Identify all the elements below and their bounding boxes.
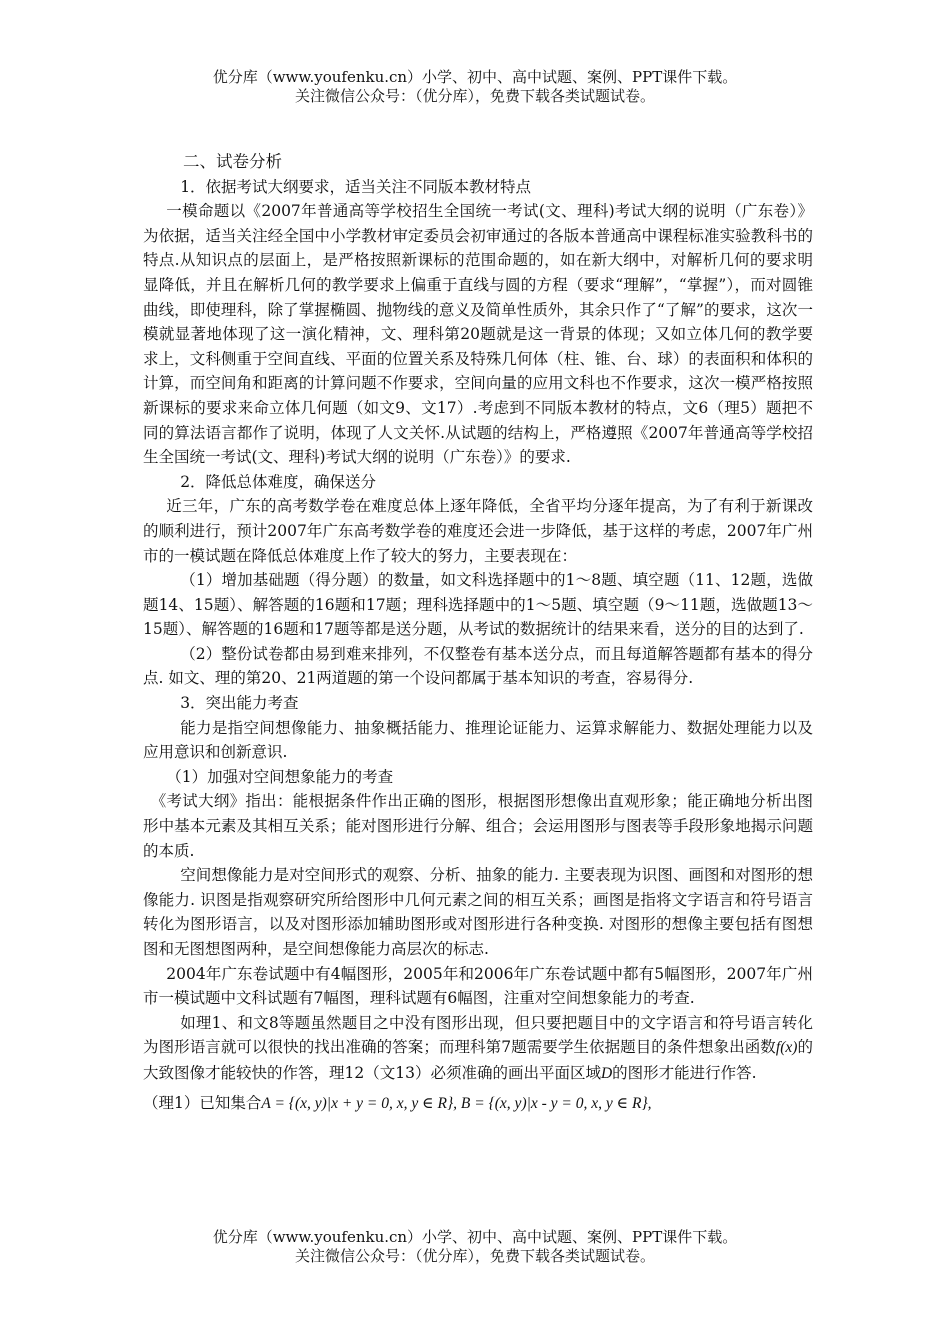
question-1 [143, 1091, 813, 1117]
page-header [0, 68, 950, 106]
paragraph-9-part-a: 如理1、和文8等题虽然题目之中没有图形出现，但只要把题目中的文字语言和符号语言转化为图形语言就可以很快的找出准确的答案；而理科第7题需要学生依据题目的条件想象出函数 [143, 1013, 813, 1057]
paragraph-6: 《考试大纲》指出：能根据条件作出正确的图形，根据图形想像出直观形象；能正确地分析出图形中基本元素及其相互关系；能对图形进行分解、组合；会运用图形与图表等手段形象地揭示问题的本质. [143, 792, 813, 860]
heading-2: 2．降低总体难度，确保送分 [180, 472, 377, 491]
section-title: 二、试卷分析 [183, 152, 282, 171]
paragraph-8: 2004年广东卷试题中有4幅图形，2005年和2006年广东卷试题中都有5幅图形，2007年广州市一模试题中文科试题有7幅图，理科试题有6幅图，注重对空间想象能力的考查. [143, 964, 813, 1008]
paragraph-5: 能力是指空间想像能力、抽象概括能力、推理论证能力、运算求解能力、数据处理能力以及应用意识和创新意识. [143, 718, 813, 762]
document-body [143, 150, 813, 1116]
footer-line-2: 关注微信公众号：（优分库），免费下载各类试题试卷。 [294, 1247, 655, 1265]
heading-3: 3．突出能力考查 [180, 694, 299, 713]
paragraph-2: 近三年，广东的高考数学卷在难度总体上逐年降低，全省平均分逐年提高，为了有利于新课改的顺利进行，预计2007年广东高考数学卷的难度还会进一步降低，基于这样的考虑，2007年广州市的一模试题在降低总体难度上作了较大的努力，主要表现在： [143, 497, 813, 565]
header-line-1: 优分库（www.youfenku.cn）小学、初中、高中试题、案例、PPT课件下载。 [212, 68, 738, 86]
page-footer [0, 1228, 950, 1266]
paragraph-3: （1）增加基础题（得分题）的数量，如文科选择题中的1～8题、填空题（11、12题，选做题14、15题）、解答题的16题和17题；理科选择题中的1～5题、填空题（9～11题，选做题13～15题）、解答题的16题和17题等都是送分题，从考试的数据统计的结果来看，送分的目的达到了. [143, 571, 813, 639]
footer-line-1: 优分库（www.youfenku.cn）小学、初中、高中试题、案例、PPT课件下载。 [212, 1228, 738, 1246]
paragraph-4: （2）整份试卷都由易到难来排列，不仅整卷有基本送分点，而且每道解答题都有基本的得分点. 如文、理的第20、21两道题的第一个设问都属于基本知识的考查，容易得分. [143, 644, 813, 688]
paragraph-9 [143, 1011, 813, 1087]
paragraph-9-part-b: 的大致图像才能较快的作答，理12（文13）必须准确的画出平面区域 [143, 1038, 813, 1082]
paragraph-1: 一模命题以《2007年普通高等学校招生全国统一考试(文、理科)考试大纲的说明（广东卷）》为依据，适当关注经全国中小学教材审定委员会初审通过的各版本普通高中课程标准实验教科书的特点.从知识点的层面上，是严格按照新课标的范围命题的，如在新大纲中，对解析几何的要求明显降低，并且在解析几何的教学要求上偏重于直线与圆的方程（要求“理解”，“掌握”），而对圆锥曲线，即使理科，除了掌握椭圆、抛物线的意义及简单性质外，其余只作了“了解”的要求，这次一模就显著地体现了这一演化精神，文、理科第20题就是这一背景的体现；又如立体几何的教学要求上，文科侧重于空间直线、平面的位置关系及特殊几何体（柱、锥、台、球）的表面积和体积的计算，而空间角和距离的计算问题不作要求，空间向量的应用文科也不作要求，这次一模严格按照新课标的要求来命立体几何题（如文9、文17）.考虑到不同版本教材的特点，文6（理5）题把不同的算法语言都作了说明，体现了人文关怀.从试题的结构上，严格遵照《2007年普通高等学校招生全国统一考试(文、理科)考试大纲的说明（广东卷）》的要求. [143, 202, 813, 467]
paragraph-7: 空间想像能力是对空间形式的观察、分析、抽象的能力. 主要表现为识图、画图和对图形的想像能力. 识图是指观察研究所给图形中几何元素之间的相互关系；画图是指将文字语言和符号语言转化为图形语言，以及对图形添加辅助图形或对图形进行各种变换. 对图形的想像主要包括有图想图和无图想图两种，是空间想像能力高层次的标志. [143, 866, 813, 958]
question-1-math: A = {(x, y)|x + y = 0, x, y ∈ R}, B = {(x, y)|x - y = 0, x, y ∈ R}, [261, 1094, 652, 1112]
region-d: D [600, 1064, 613, 1082]
paragraph-9-part-c: 的图形才能进行作答. [612, 1063, 757, 1082]
question-1-label: （理1）已知集合 [143, 1093, 262, 1112]
function-fx: f(x) [775, 1039, 798, 1057]
heading-1: 1．依据考试大纲要求，适当关注不同版本教材特点 [180, 177, 532, 196]
header-line-2: 关注微信公众号：（优分库），免费下载各类试题试卷。 [294, 87, 655, 105]
heading-4: （1）加强对空间想象能力的考查 [166, 767, 394, 786]
